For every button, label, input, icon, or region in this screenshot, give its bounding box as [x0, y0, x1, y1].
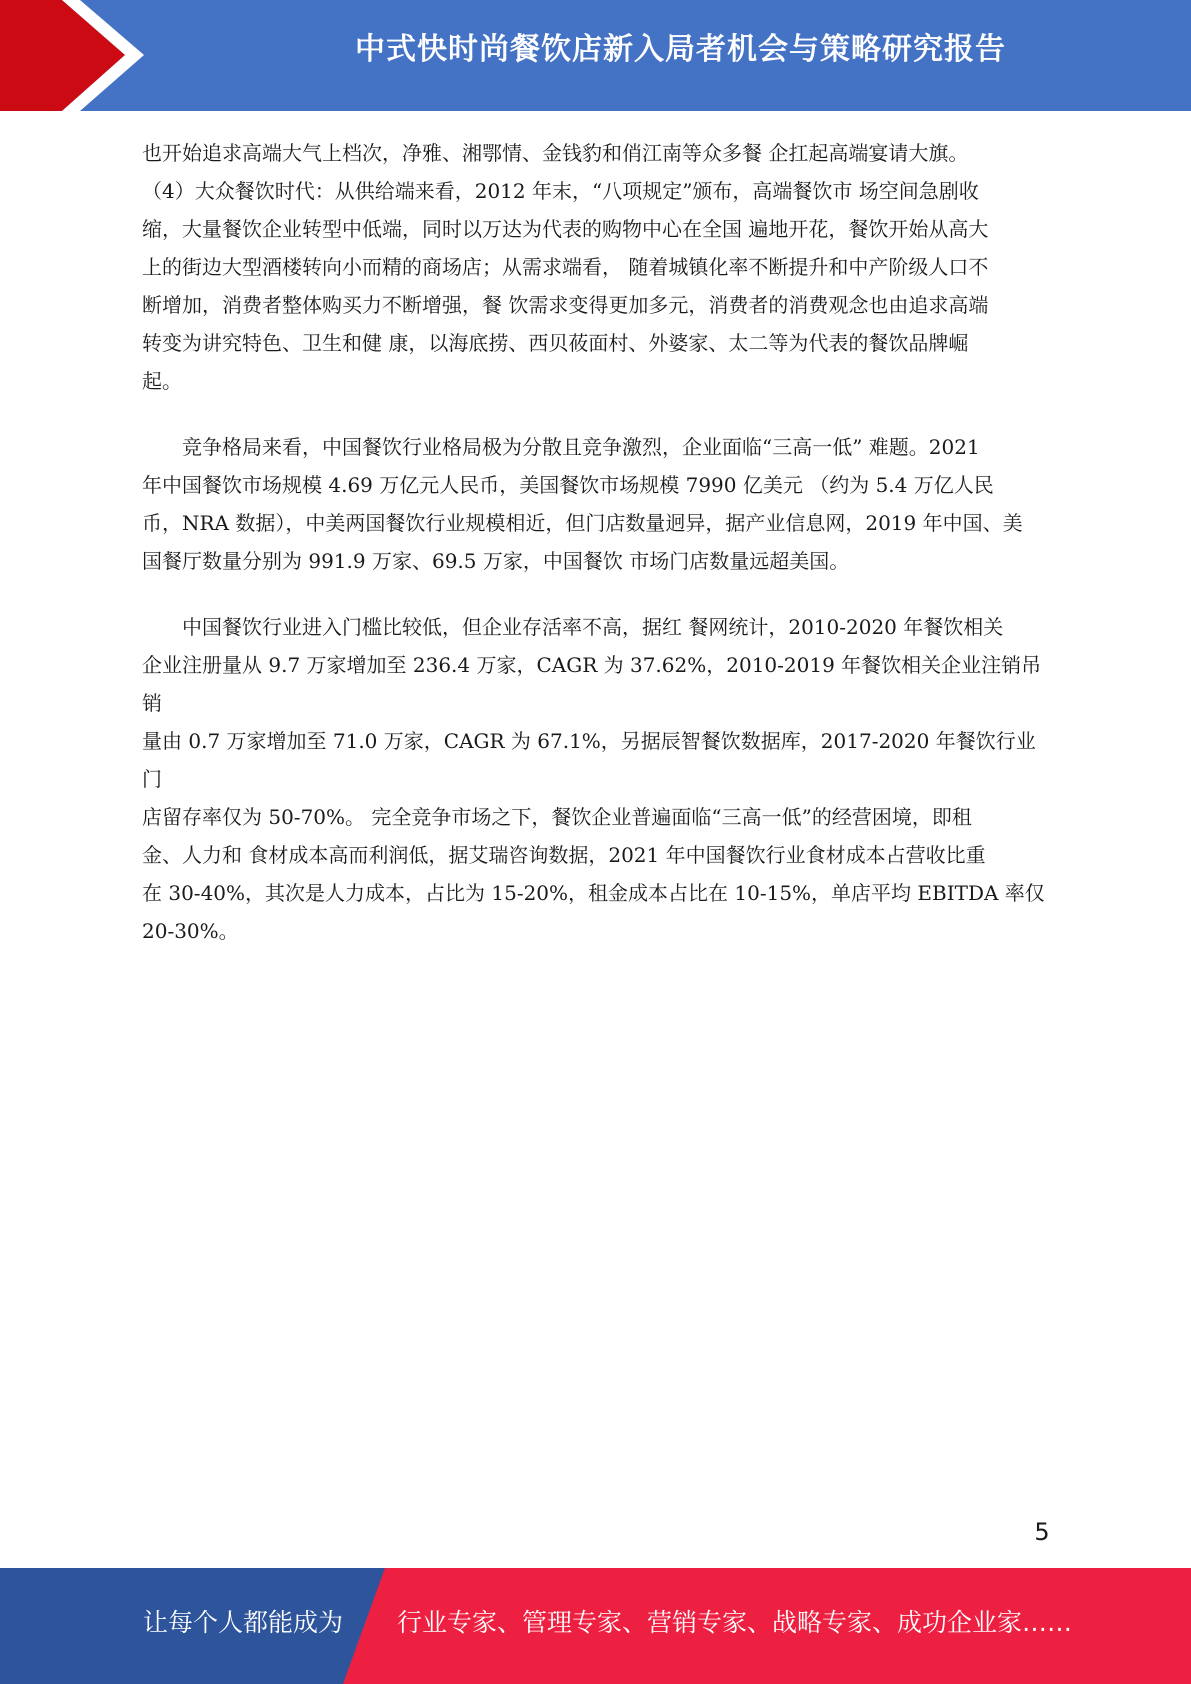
- text-line: 断增加，消费者整体购买力不断增强，餐 饮需求变得更加多元，消费者的消费观念也由追求高端: [142, 293, 989, 317]
- text-line: 中国餐饮行业进入门槛比较低，但企业存活率不高，据红 餐网统计，2010-2020 年餐饮相关: [182, 615, 1004, 639]
- header-chevron-decoration: [0, 0, 200, 111]
- text-line: 起。: [142, 369, 182, 393]
- header-chevron-red: [0, 0, 125, 111]
- footer-slogan-right: 行业专家、管理专家、营销专家、战略专家、成功企业家……: [397, 1608, 1073, 1637]
- text-line: 缩，大量餐饮企业转型中低端，同时以万达为代表的购物中心在全国 遍地开花，餐饮开始从高大: [142, 217, 989, 241]
- page-footer: [0, 1568, 1191, 1684]
- paragraph-history: [142, 134, 1052, 400]
- text-line: 金、人力和 食材成本高而利润低，据艾瑞咨询数据，2021 年中国餐饮行业食材成本占营收比重: [142, 843, 986, 867]
- page-header: [0, 0, 1191, 111]
- text-line: （4）大众餐饮时代：从供给端来看，2012 年末，“八项规定”颁布，高端餐饮市 场空间急剧收: [142, 179, 979, 203]
- text-line: 也开始追求高端大气上档次，净雅、湘鄂情、金钱豹和俏江南等众多餐 企扛起高端宴请大旗。: [142, 141, 969, 165]
- text-line: 国餐厅数量分别为 991.9 万家、69.5 万家，中国餐饮 市场门店数量远超美国。: [142, 549, 850, 573]
- text-line: 竞争格局来看，中国餐饮行业格局极为分散且竞争激烈，企业面临“三高一低” 难题。2021: [182, 435, 980, 459]
- text-line: 20-30%。: [142, 919, 239, 943]
- text-line: 在 30-40%，其次是人力成本，占比为 15-20%，租金成本占比在 10-15%，单店平均 EBITDA 率仅: [142, 881, 1045, 905]
- text-line: 企业注册量从 9.7 万家增加至 236.4 万家，CAGR 为 37.62%，2010-2019 年餐饮相关企业注销吊销: [142, 653, 1042, 715]
- footer-slogan-left: 让每个人都能成为: [143, 1608, 344, 1637]
- report-body: [142, 134, 1052, 950]
- paragraph-competition: [142, 428, 1052, 580]
- text-line: 转变为讲究特色、卫生和健 康，以海底捞、西贝莜面村、外婆家、太二等为代表的餐饮品牌崛: [142, 331, 969, 355]
- report-title: 中式快时尚餐饮店新入局者机会与策略研究报告: [355, 32, 1006, 67]
- paragraph-survival: [142, 608, 1052, 950]
- text-line: 币，NRA 数据），中美两国餐饮行业规模相近，但门店数量迥异，据产业信息网，2019 年中国、美: [142, 511, 1023, 535]
- text-line: 年中国餐饮市场规模 4.69 万亿元人民币，美国餐饮市场规模 7990 亿美元 （约为 5.4 万亿人民: [142, 473, 994, 497]
- page-number: 5: [1034, 1518, 1050, 1546]
- text-line: 量由 0.7 万家增加至 71.0 万家，CAGR 为 67.1%，另据辰智餐饮数据库，2017-2020 年餐饮行业门: [142, 729, 1036, 791]
- text-line: 店留存率仅为 50-70%。 完全竞争市场之下，餐饮企业普遍面临“三高一低”的经营困境，即租: [142, 805, 972, 829]
- text-line: 上的街边大型酒楼转向小而精的商场店；从需求端看， 随着城镇化率不断提升和中产阶级人口不: [142, 255, 989, 279]
